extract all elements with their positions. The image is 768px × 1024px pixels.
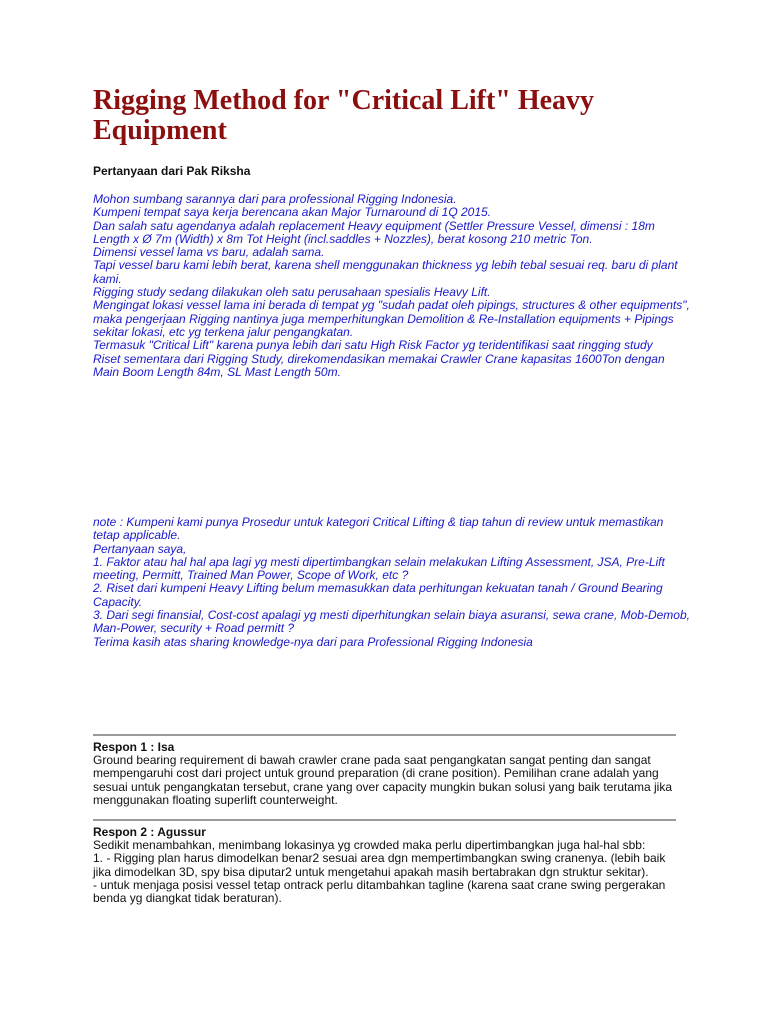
response-2 <box>93 819 676 905</box>
response-line: 1. - Rigging plan harus dimodelkan benar2 sesuai area dgn mempertimbangkan swing cranenya. (lebih baik jika dimodelkan 3D, spy bisa diputar2 untuk mengetahui apakah masih bertabrakan dgn struktur sekitar). <box>93 851 666 879</box>
note-line: Terima kasih atas sharing knowledge-nya dari para Professional Rigging Indonesia <box>93 634 533 649</box>
response-line: - untuk menjaga posisi vessel tetap ontrack perlu ditambahkan tagline (karena saat crane swing pergerakan benda yg diangkat tidak beraturan). <box>93 877 666 906</box>
note-line: note : Kumpeni kami punya Prosedur untuk kategori Critical Lifting & tiap tahun di review untuk memastikan tetap applicable. <box>93 515 664 543</box>
question-line: Rigging study sedang dilakukan oleh satu perusahaan spesialis Heavy Lift. <box>93 285 491 300</box>
note-line: Pertanyaan saya, <box>93 541 187 556</box>
response-line: Ground bearing requirement di bawah crawler crane pada saat pengangkatan sangat penting dan sangat mempengaruhi cost dari project untuk ground preparation (di crane position). Pemilihan crane adalah yang sesuai untuk pengangkatan tersebut, crane yang over capacity mungkin bukan solusi yang baik terutama jika menggunakan floating superlift counterweight. <box>93 753 673 807</box>
response-line: Sedikit menambahkan, menimbang lokasinya yg crowded maka perlu dipertimbangkan juga hal-hal sbb: <box>93 838 646 852</box>
note-line: 1. Faktor atau hal hal apa lagi yg mesti dipertimbangkan selain melakukan Lifting Assessment, JSA, Pre-Lift meeting, Permitt, Trained Man Power, Scope of Work, etc ? <box>93 554 665 583</box>
response-heading: Respon 1 : Isa <box>93 740 175 754</box>
question-author: Pertanyaan dari Pak Riksha <box>93 164 251 178</box>
response-body <box>93 754 676 807</box>
question-text <box>93 193 693 379</box>
question-line: Dan salah satu agendanya adalah replacement Heavy equipment (Settler Pressure Vessel, dimensi : 18m Length x Ø 7m (Width) x 8m Tot Height (incl.saddles + Nozzles), berat kosong 210 metric Ton. <box>93 218 655 246</box>
question-line: Mengingat lokasi vessel lama ini berada di tempat yg "sudah padat oleh pipings, structures & other equipments", maka pengerjaan Rigging nantinya juga memperhitungkan Demolition & Re-Installation equipments + Pipings sekitar lokasi, etc yg terkena jalur pengangkatan. <box>93 298 690 339</box>
question-line: Tapi vessel baru kami lebih berat, karena shell menggunakan thickness yg lebih tebal sesuai req. baru di plant kami. <box>93 258 678 286</box>
response-heading: Respon 2 : Agussur <box>93 825 206 839</box>
question-line: Termasuk "Critical Lift" karena punya lebih dari satu High Risk Factor yg teridentifikasi saat ringging study <box>93 338 653 353</box>
question-line: Kumpeni tempat saya kerja berencana akan Major Turnaround di 1Q 2015. <box>93 205 492 220</box>
response-body <box>93 839 676 905</box>
question-line: Riset sementara dari Rigging Study, direkomendasikan memakai Crawler Crane kapasitas 1600Ton dengan Main Boom Length 84m, SL Mast Length 50m. <box>93 351 665 379</box>
question-line: Mohon sumbang sarannya dari para professional Rigging Indonesia. <box>93 192 457 206</box>
note-line: 3. Dari segi finansial, Cost-cost apalagi yg mesti diperhitungkan selain biaya asuransi, sewa crane, Mob-Demob, Man-Power, security + Road permitt ? <box>93 608 690 636</box>
response-1 <box>93 734 676 807</box>
page-title: Rigging Method for "Critical Lift" Heavy Equipment <box>93 85 595 146</box>
question-line: Dimensi vessel lama vs baru, adalah sama. <box>93 245 325 260</box>
note-line: 2. Riset dari kumpeni Heavy Lifting belum memasukkan data perhitungan kekuatan tanah / Ground Bearing Capacity. <box>93 581 663 609</box>
note-text <box>93 516 693 649</box>
